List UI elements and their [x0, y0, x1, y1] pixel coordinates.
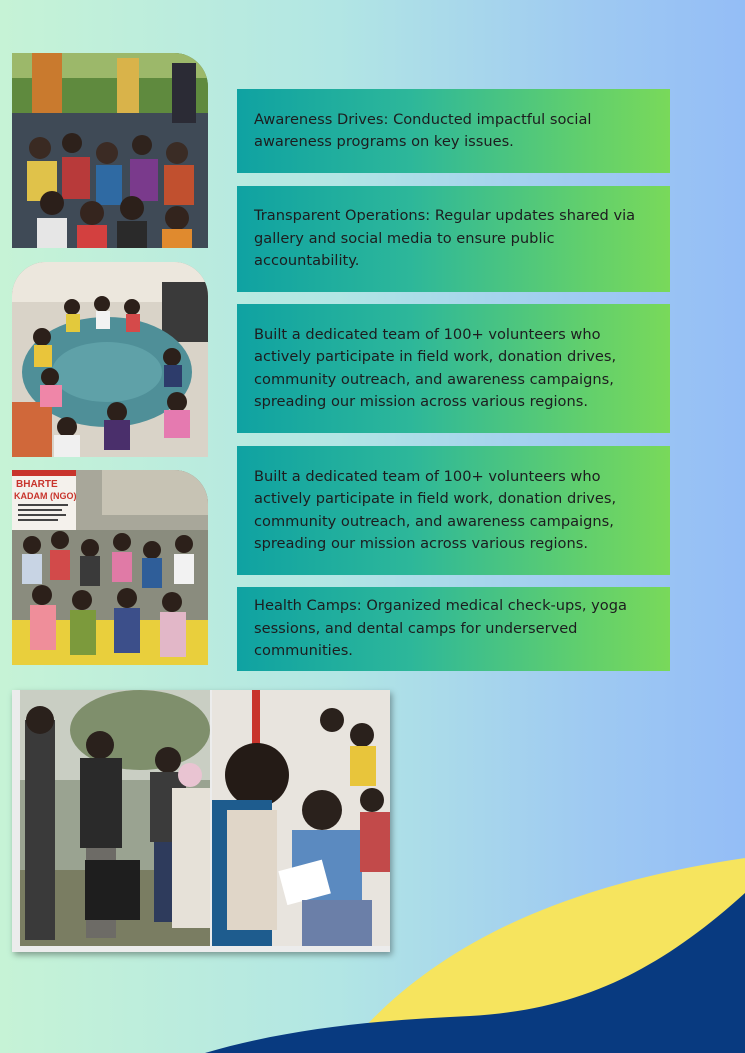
photo-children-outdoor-gathering — [12, 53, 208, 248]
achievement-card-text: Health Camps: Organized medical check-ups, yoga sessions, and dental camps for underserved communities. — [254, 597, 627, 660]
achievement-card-volunteer-team — [237, 304, 670, 433]
achievement-card-volunteer-team-repeat — [237, 446, 670, 575]
decorative-corner-wave — [0, 840, 745, 1053]
photo-children-circle-on-mat — [12, 262, 208, 457]
achievement-card-health-camps — [237, 587, 670, 671]
photo-children-with-ngo-banner — [12, 470, 208, 665]
achievement-card-text: Transparent Operations: Regular updates shared via gallery and social media to ensure public accountability. — [254, 207, 636, 270]
achievement-card-awareness-drives — [237, 89, 670, 173]
achievement-card-text: Built a dedicated team of 100+ volunteers who actively participate in field work, donation drives, community outreach, and awareness campaigns, spreading our mission across various regions. — [254, 325, 617, 410]
achievement-card-text: Awareness Drives: Conducted impactful social awareness programs on key issues. — [254, 110, 592, 150]
banner-ngo-name-line-2: KADAM (NGO) — [14, 491, 77, 501]
banner-ngo-name-line-1: BHARTE — [16, 479, 58, 490]
achievement-card-text: Built a dedicated team of 100+ volunteers who actively participate in field work, donation drives, community outreach, and awareness campaigns, spreading our mission across various regions. — [254, 467, 617, 552]
achievement-card-transparent-operations — [237, 186, 670, 292]
